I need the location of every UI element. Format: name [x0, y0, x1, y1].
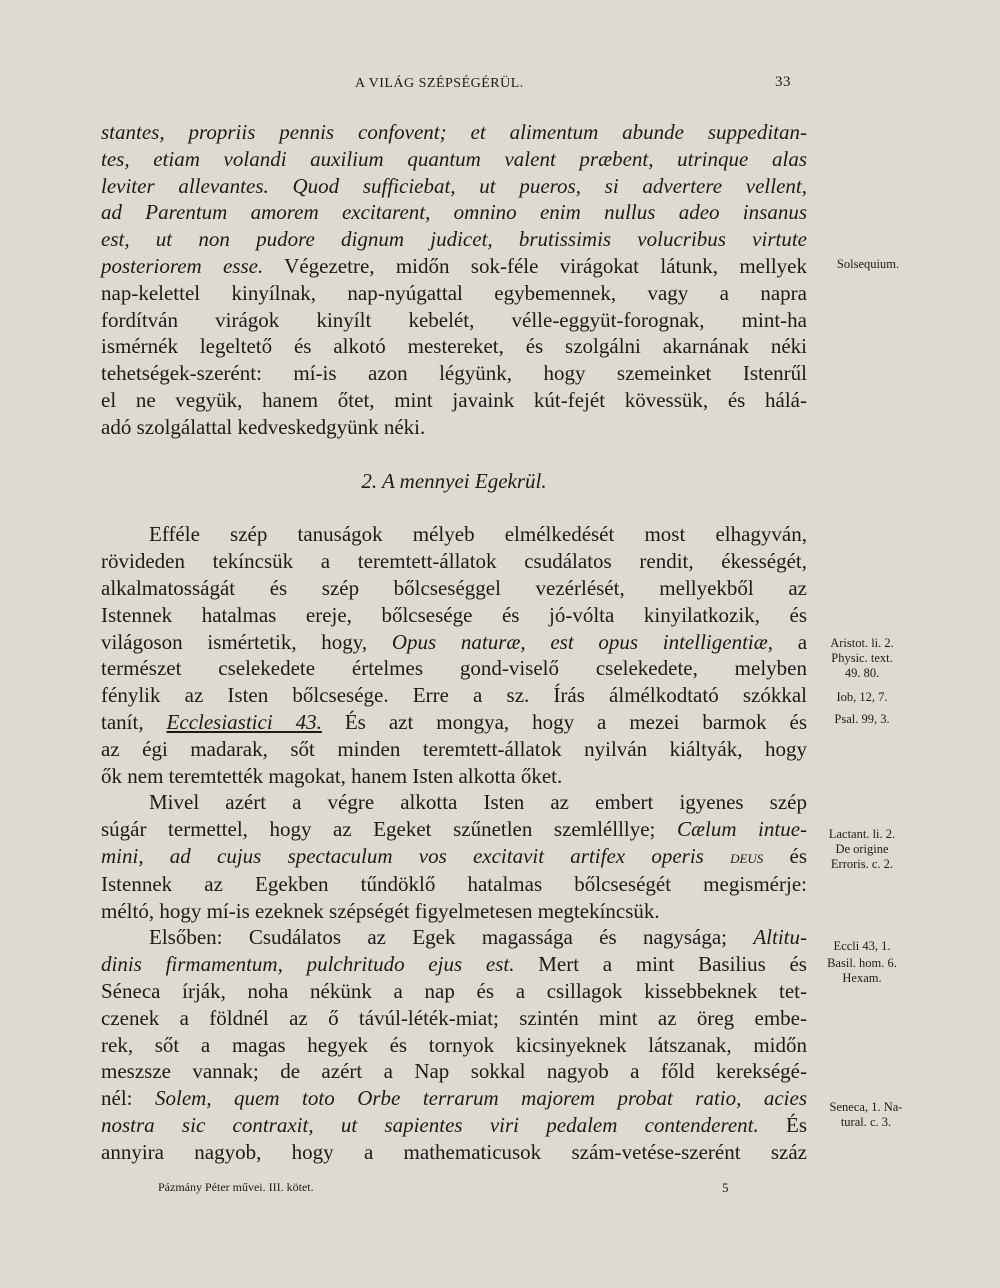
- signature-mark: 5: [722, 1180, 729, 1195]
- text-line: posteriorem esse. Végezetre, midőn sok-féle virágokat látunk, mellyek: [101, 253, 807, 278]
- margin-note: Basil. hom. 6. Hexam.: [827, 956, 897, 985]
- text-line: dinis firmamentum, pulchritudo ejus est. Mert a mint Basilius és: [101, 952, 807, 977]
- text-line: mini, ad cujus spectaculum vos excitavit artifex operis deus és: [101, 843, 807, 868]
- text-line: fordítván virágok kinyílt kebelét, vélle-eggyüt-forognak, mint-ha: [101, 307, 807, 332]
- text-line: Elsőben: Csudálatos az Egek magassága és nagysága; Altitu-: [149, 925, 808, 950]
- margin-note: Iob, 12, 7.: [836, 690, 888, 704]
- text-line: tes, etiam volandi auxilium quantum valent præbent, utrinque alas: [101, 146, 807, 171]
- text-line: Séneca írják, noha nékünk a nap és a csillagok kissebbeknek tet-: [101, 978, 807, 1003]
- margin-note: Lactant. li. 2. De origine Erroris. c. 2.: [828, 827, 896, 871]
- text-line: az égi madarak, sőt minden teremtett-állatok nyilván kiáltyák, hogy: [101, 736, 807, 761]
- text-line: ismérnék legeltető és alkotó mestereket, és szolgálni akarnának néki: [101, 334, 807, 359]
- text-line: leviter allevantes. Quod sufficiebat, ut pueros, si advertere vellent,: [101, 173, 807, 198]
- page-number: 33: [775, 74, 791, 90]
- text-line: világoson ismértetik, hogy, Opus naturæ, est opus intelligentiæ, a: [101, 629, 808, 654]
- text-line: rek, sőt a magas hegyek és tornyok kicsinyeknek látszanak, midőn: [101, 1032, 807, 1057]
- margin-note: Psal. 99, 3.: [834, 712, 890, 726]
- text-line: rövideden tekíncsük a teremtett-állatok csudálatos rendit, ékességét,: [101, 549, 807, 574]
- margin-note: Seneca, 1. Na- tural. c. 3.: [829, 1100, 903, 1129]
- text-line: Istennek az Egekben tűndöklő hatalmas bőlcseségét megismérje:: [101, 871, 807, 896]
- text-line: tehetségek-szerént: mí-is azon légyünk, hogy szemeinket Istenrűl: [101, 361, 807, 386]
- text-line: stantes, propriis pennis confovent; et alimentum abunde suppeditan-: [101, 120, 807, 144]
- text-line: alkalmatosságát és szép bőlcseséggel vezérlését, mellyekből az: [101, 575, 807, 600]
- text-line: Mivel azért a végre alkotta Isten az embert igyenes szép: [149, 790, 807, 815]
- section-heading: 2. A mennyei Egekrül.: [361, 468, 547, 493]
- text-line: nél: Solem, quem toto Orbe terrarum majorem probat ratio, acies: [101, 1086, 807, 1111]
- text-line: nap-kelettel kinyílnak, nap-nyúgattal egybemennek, vagy a napra: [101, 280, 807, 305]
- text-line: súgár termettel, hogy az Egeket szűnetlen szemlélllye; Cælum intue-: [101, 817, 808, 842]
- main-text: [101, 119, 807, 1165]
- text-line: Istennek hatalmas ereje, bőlcsesége és jó-vólta kinyilatkozik, és: [101, 602, 807, 627]
- text-line: Efféle szép tanuságok mélyeb elmélkedését most elhagyván,: [149, 522, 807, 547]
- text-line: meszsze vannak; de azért a Nap sokkal nagyob a főld kerekségé-: [101, 1059, 807, 1084]
- text-line: adó szolgálattal kedveskedgyünk néki.: [101, 414, 426, 439]
- text-line: fénylik az Isten bőlcsesége. Erre a sz. Írás álmélkodtató szókkal: [101, 683, 807, 708]
- text-line: ők nem teremtették magokat, hanem Isten alkotta őket.: [101, 763, 563, 788]
- text-line: méltó, hogy mí-is ezeknek szépségét figyelmetesen megtekíncsük.: [101, 898, 660, 923]
- running-title: A VILÁG SZÉPSÉGÉRÜL.: [355, 76, 524, 91]
- text-line: czenek a földnél az ő távúl-léték-miat; szintén mint az öreg embe-: [101, 1005, 807, 1030]
- text-line: tanít, Ecclesiastici 43. És azt mongya, hogy a mezei barmok és: [101, 709, 808, 734]
- text-line: természet cselekedete értelmes gond-viselő cselekedete, melyben: [101, 656, 807, 681]
- margin-note: Solsequium.: [836, 257, 900, 271]
- text-line: ad Parentum amorem excitarent, omnino enim nullus adeo insanus: [101, 200, 807, 225]
- running-head: [0, 74, 1000, 96]
- margin-note: Eccli 43, 1.: [833, 939, 891, 953]
- margin-note: Aristot. li. 2. Physic. text. 49. 80.: [830, 636, 894, 680]
- footer-book-title: Pázmány Péter művei. III. kötet.: [158, 1180, 314, 1194]
- text-line: nostra sic contraxit, ut sapientes viri pedalem contenderent. És: [101, 1112, 808, 1137]
- text-line: est, ut non pudore dignum judicet, brutissimis volucribus virtute: [101, 227, 807, 252]
- text-line: annyira nagyob, hogy a mathematicusok szám-vetése-szerént száz: [101, 1139, 807, 1164]
- text-line: el ne vegyük, hanem őtet, mint javaink kút-fejét kövessük, és hálá-: [101, 387, 807, 412]
